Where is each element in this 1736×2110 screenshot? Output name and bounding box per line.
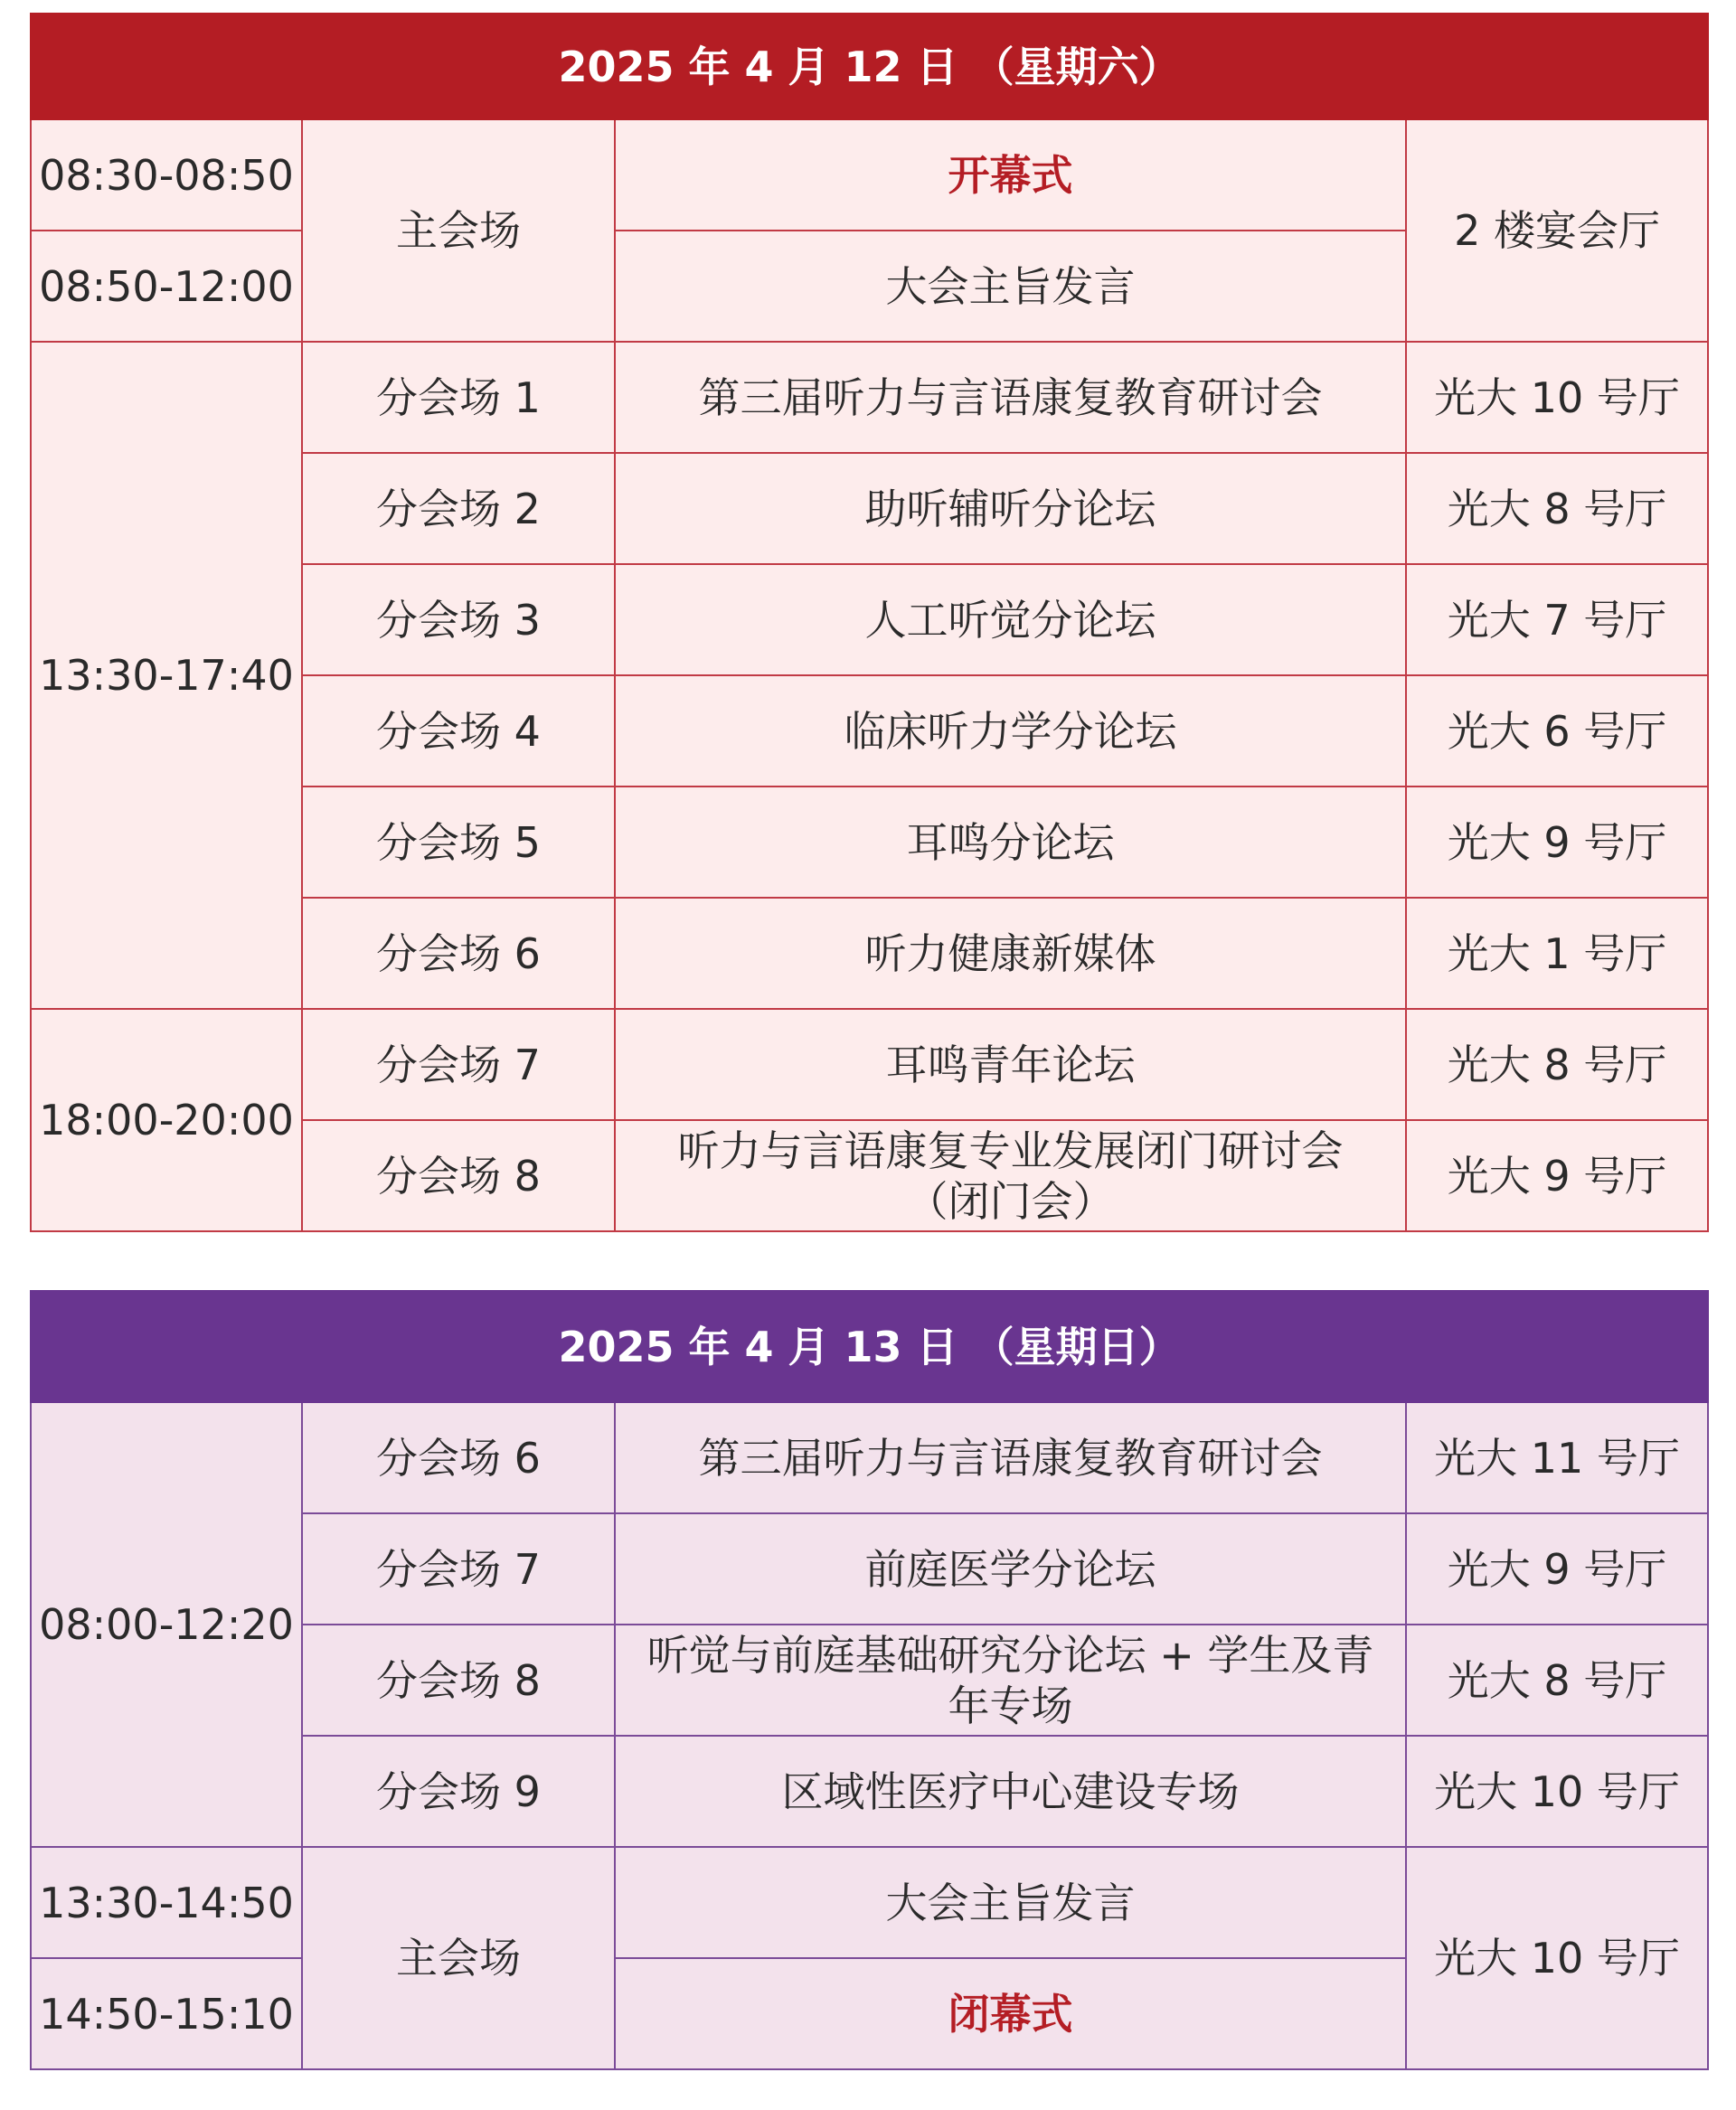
topic-cell: 第三届听力与言语康复教育研讨会 [615, 1402, 1406, 1513]
hall-cell: 光大 8 号厅 [1406, 1625, 1708, 1736]
topic-line: 听力与言语康复专业发展闭门研讨会 [677, 1126, 1344, 1175]
day1-date-header: 2025 年 4 月 12 日 （星期六） [31, 14, 1708, 119]
hall-cell: 2 楼宴会厅 [1406, 119, 1708, 342]
venue-cell: 分会场 8 [302, 1120, 615, 1231]
time-cell: 13:30-14:50 [31, 1847, 302, 1958]
venue-cell: 分会场 9 [302, 1736, 615, 1847]
topic-cell [615, 1625, 1406, 1736]
table-row [31, 1847, 1708, 1958]
hall-cell: 光大 1 号厅 [1406, 898, 1708, 1009]
hall-cell: 光大 10 号厅 [1406, 342, 1708, 453]
venue-cell: 分会场 6 [302, 1402, 615, 1513]
hall-cell: 光大 10 号厅 [1406, 1736, 1708, 1847]
venue-cell: 分会场 6 [302, 898, 615, 1009]
topic-cell: 第三届听力与言语康复教育研讨会 [615, 342, 1406, 453]
venue-cell: 分会场 1 [302, 342, 615, 453]
hall-cell: 光大 10 号厅 [1406, 1847, 1708, 2069]
hall-cell: 光大 9 号厅 [1406, 1513, 1708, 1625]
topic-cell: 听力健康新媒体 [615, 898, 1406, 1009]
time-cell: 13:30-17:40 [31, 342, 302, 1009]
venue-cell: 分会场 4 [302, 675, 615, 787]
day2-date-header: 2025 年 4 月 13 日 （星期日） [31, 1291, 1708, 1402]
hall-cell: 光大 9 号厅 [1406, 1120, 1708, 1231]
topic-cell: 前庭医学分论坛 [615, 1513, 1406, 1625]
topic-cell: 耳鸣青年论坛 [615, 1009, 1406, 1120]
topic-cell: 临床听力学分论坛 [615, 675, 1406, 787]
time-cell: 14:50-15:10 [31, 1958, 302, 2069]
topic-cell: 人工听觉分论坛 [615, 564, 1406, 675]
topic-cell: 大会主旨发言 [615, 1847, 1406, 1958]
venue-cell: 分会场 8 [302, 1625, 615, 1736]
topic-cell: 大会主旨发言 [615, 231, 1406, 342]
venue-cell: 分会场 3 [302, 564, 615, 675]
topic-cell: 助听辅听分论坛 [615, 453, 1406, 564]
time-cell: 18:00-20:00 [31, 1009, 302, 1231]
table-row [31, 119, 1708, 231]
time-cell: 08:50-12:00 [31, 231, 302, 342]
hall-cell: 光大 11 号厅 [1406, 1402, 1708, 1513]
topic-cell [615, 1120, 1406, 1231]
topic-line: 年专场 [948, 1681, 1073, 1730]
table-row [31, 1009, 1708, 1120]
hall-cell: 光大 6 号厅 [1406, 675, 1708, 787]
hall-cell: 光大 7 号厅 [1406, 564, 1708, 675]
topic-cell: 闭幕式 [615, 1958, 1406, 2069]
topic-cell: 开幕式 [615, 119, 1406, 231]
venue-cell: 分会场 7 [302, 1513, 615, 1625]
hall-cell: 光大 8 号厅 [1406, 1009, 1708, 1120]
topic-line: 听觉与前庭基础研究分论坛 + 学生及青 [646, 1630, 1374, 1680]
time-cell: 08:00-12:20 [31, 1402, 302, 1847]
venue-cell: 主会场 [302, 119, 615, 342]
day1-schedule-table [30, 13, 1709, 1232]
topic-cell: 区域性医疗中心建设专场 [615, 1736, 1406, 1847]
day2-header-row [31, 1291, 1708, 1402]
venue-cell: 分会场 2 [302, 453, 615, 564]
time-cell: 08:30-08:50 [31, 119, 302, 231]
hall-cell: 光大 8 号厅 [1406, 453, 1708, 564]
day2-schedule-table [30, 1290, 1709, 2070]
table-row [31, 1402, 1708, 1513]
venue-cell: 分会场 5 [302, 787, 615, 898]
topic-line: （闭门会） [906, 1176, 1115, 1226]
day1-header-row [31, 14, 1708, 119]
topic-cell: 耳鸣分论坛 [615, 787, 1406, 898]
hall-cell: 光大 9 号厅 [1406, 787, 1708, 898]
venue-cell: 主会场 [302, 1847, 615, 2069]
venue-cell: 分会场 7 [302, 1009, 615, 1120]
table-row [31, 342, 1708, 453]
